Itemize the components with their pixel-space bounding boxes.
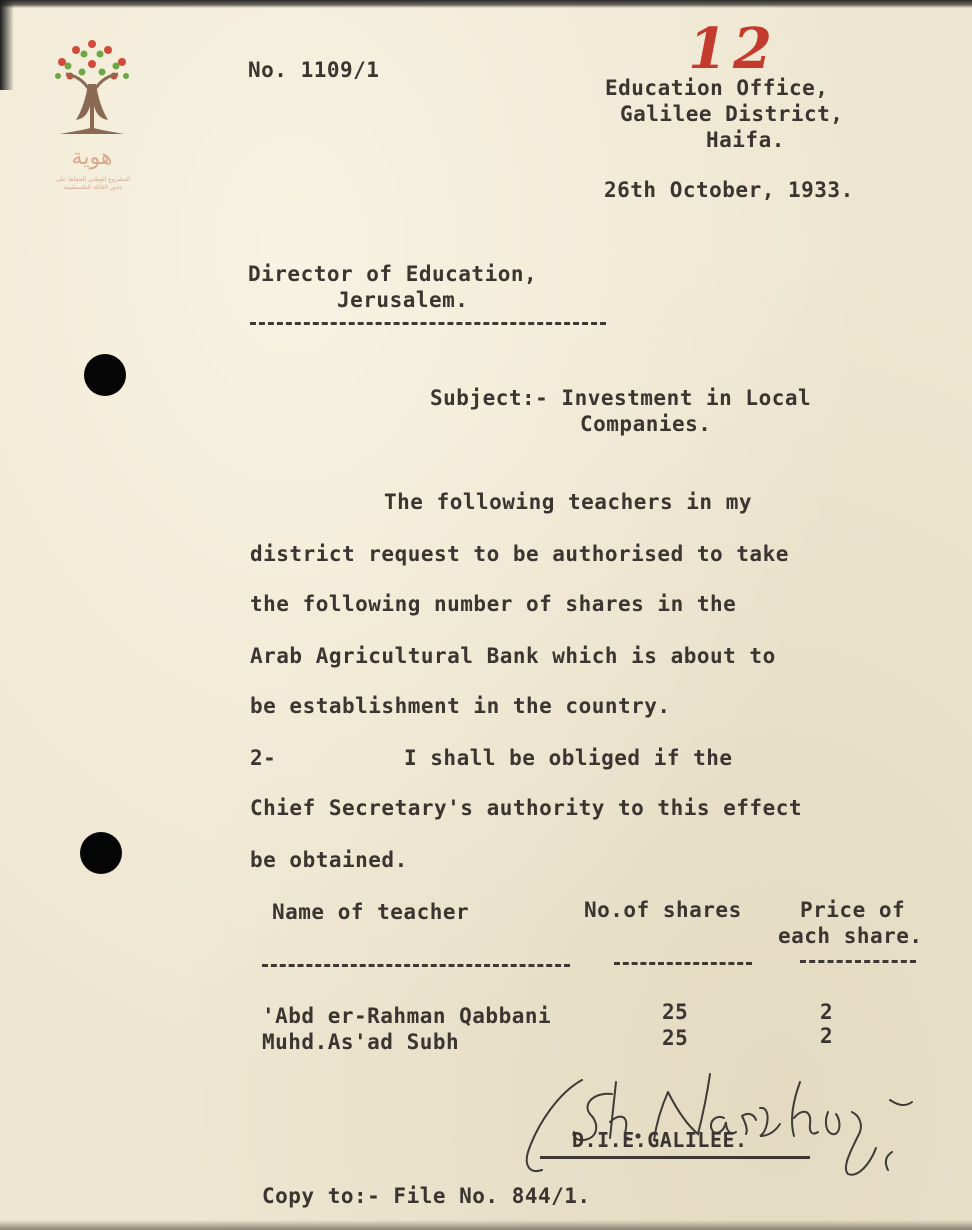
table-row-1-price: 2 [820,1000,834,1024]
signature-underline [540,1156,810,1159]
scan-edge-bottom [0,1220,972,1230]
body-line-3: the following number of shares in the [250,592,737,616]
body-line-8: be obtained. [250,848,408,872]
recipient-city: Jerusalem. [337,288,469,312]
punch-hole-top [84,354,126,396]
signature-title: D.I.E.GALILEE. [572,1128,748,1152]
sender-district: Galilee District, [620,102,844,126]
body-line-4: Arab Agricultural Bank which is about to [250,644,776,668]
paragraph-number: 2- [250,746,277,770]
address-rule [250,322,606,325]
body-line-7: Chief Secretary's authority to this effect [250,796,803,820]
table-rule-shares [614,962,752,965]
hawiya-logo-icon [48,36,136,196]
subject-line1: Subject:- Investment in Local [430,386,812,410]
body-line-6: I shall be obliged if the [404,746,733,770]
sender-city: Haifa. [706,128,785,152]
table-row-2-name: Muhd.As'ad Subh [262,1030,460,1054]
logo-caption-line1: المشروع الوطني للحفاظ على [55,176,131,183]
table-row-1-name: 'Abd er-Rahman Qabbani [262,1004,552,1028]
copy-to-line: Copy to:- File No. 844/1. [262,1184,591,1208]
table-row-2-price: 2 [820,1024,834,1048]
punch-hole-bottom [80,832,122,874]
folio-number: 12 [688,16,778,82]
table-rule-price [800,960,916,963]
table-row-2-shares: 25 [662,1026,689,1050]
table-row-1-shares: 25 [662,1000,689,1024]
logo-caption [36,176,150,192]
scan-edge-left [0,0,14,90]
body-line-1: The following teachers in my [384,490,753,514]
letter-date: 26th October, 1933. [604,178,854,202]
table-rule-name [262,964,570,967]
recipient-title: Director of Education, [248,262,538,286]
reference-number: No. 1109/1 [248,58,380,82]
sender-office: Education Office, [605,76,829,100]
logo-caption-line2: جذور العائلة الفلسطينية [63,184,123,191]
table-header-each-share: each share. [778,924,923,948]
table-header-name: Name of teacher [272,900,470,924]
body-line-5: be establishment in the country. [250,694,671,718]
table-header-price: Price of [800,898,906,922]
table-header-shares: No.of shares [584,898,742,922]
handwritten-signature [520,1052,940,1182]
logo-wordmark: هوية [71,145,113,170]
scan-edge-top [0,0,972,8]
body-line-2: district request to be authorised to take [250,542,789,566]
subject-line2: Companies. [580,412,712,436]
